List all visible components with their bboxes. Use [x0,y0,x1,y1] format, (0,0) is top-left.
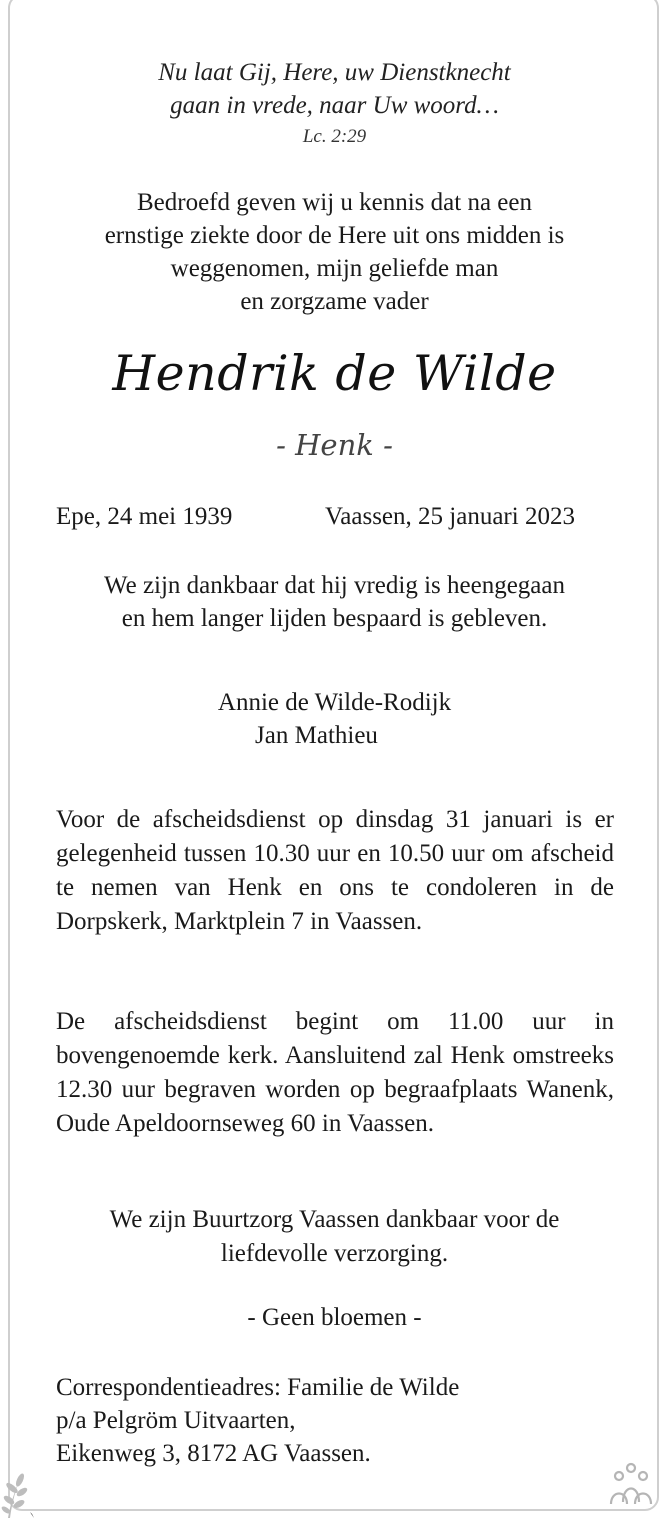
service-paragraph-2: De afscheidsdienst begint om 11.00 uur in bovengenoemde kerk. Aansluitend zal Henk omstreeks 12.30 uur begraven worden op begraafplaats Wanenk, Oude Apeldoornseweg 60 in Vaassen. [56,1008,614,1137]
thanks-text [0,569,669,635]
deceased-name: Hendrik de Wilde [112,345,557,402]
family-names [0,686,669,752]
care-line: We zijn Buurtzorg Vaassen dankbaar voor de [109,1206,560,1233]
intro-line: weggenomen, mijn geliefde man [170,255,499,282]
address-line: Correspondentieadres: Familie de Wilde [56,1374,460,1401]
verse-line: Nu laat Gij, Here, uw Dienstknecht [158,59,511,86]
thanks-line: en hem langer lijden bespaard is gebleven. [121,605,548,632]
intro-line: Bedroefd geven wij u kennis dat na een [136,189,532,216]
verse-line: gaan in vrede, naar Uw woord… [170,92,499,119]
thanks-line: We zijn dankbaar dat hij vredig is heengegaan [104,572,565,599]
people-logo-icon [606,1462,656,1506]
leaf-icon [0,1468,40,1520]
announcement-intro [0,186,669,318]
correspondence-address [56,1371,459,1470]
birth-date: Epe, 24 mei 1939 [56,503,233,530]
family-member: Jan Mathieu [255,722,378,749]
intro-line: ernstige ziekte door de Here uit ons midden is [104,222,565,249]
bible-verse [0,56,669,122]
no-flowers-note: - Geen bloemen - [247,1304,422,1331]
address-line: Eikenweg 3, 8172 AG Vaassen. [56,1440,371,1467]
deceased-nickname: - Henk - [276,428,393,462]
family-member: Annie de Wilde-Rodijk [217,689,452,716]
death-date: Vaassen, 25 januari 2023 [325,503,575,530]
verse-reference: Lc. 2:29 [302,126,367,147]
care-line: liefdevolle verzorging. [220,1240,449,1267]
service-paragraph-1: Voor de afscheidsdienst op dinsdag 31 januari is er gelegenheid tussen 10.30 uur en 10.50 uur om afscheid te nemen van Henk en ons te condoleren in de Dorpskerk, Marktplein 7 in Vaassen. [56,806,614,935]
intro-line: en zorgzame vader [240,288,429,315]
address-line: p/a Pelgröm Uitvaarten, [56,1407,296,1434]
care-thanks [0,1203,669,1271]
